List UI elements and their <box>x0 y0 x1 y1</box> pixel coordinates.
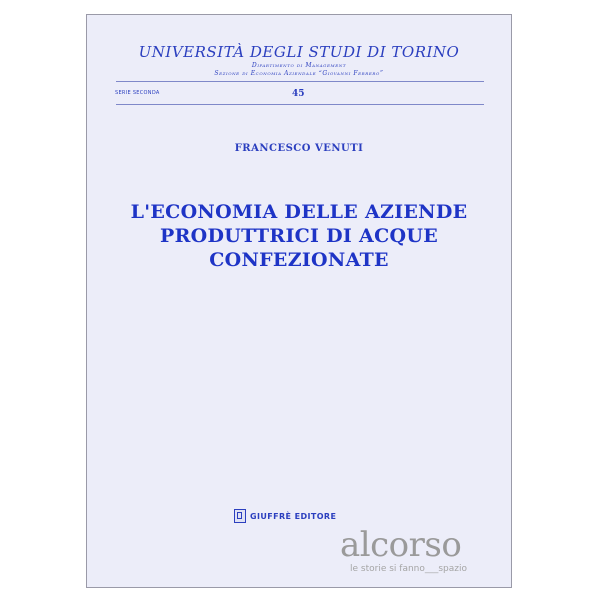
alcorso-watermark: alcorso <box>340 525 462 565</box>
publisher-block <box>234 509 336 523</box>
university-name: UNIVERSITÀ DEGLI STUDI DI TORINO <box>138 43 460 61</box>
title-line-2: PRODUTTRICI DI ACQUE <box>159 225 439 247</box>
department-name: Dipartimento di Management <box>251 62 347 69</box>
section-name: Sezione di Economia Aziendale “Giovanni Ferrero” <box>214 70 384 77</box>
divider-bottom <box>116 104 484 105</box>
author-name: FRANCESCO VENUTI <box>234 143 364 154</box>
series-number: 45 <box>292 89 305 99</box>
giuffre-logo-icon <box>234 509 246 523</box>
divider-top <box>116 81 484 82</box>
book-cover <box>86 14 512 588</box>
publisher-name: GIUFFRÈ EDITORE <box>250 511 337 521</box>
title-line-1: L'ECONOMIA DELLE AZIENDE <box>130 201 468 223</box>
title-line-3: CONFEZIONATE <box>209 249 389 271</box>
series-label: SERIE SECONDA <box>115 90 160 96</box>
book-title <box>87 200 511 272</box>
watermark-tagline: le storie si fanno___spazio <box>350 564 468 574</box>
